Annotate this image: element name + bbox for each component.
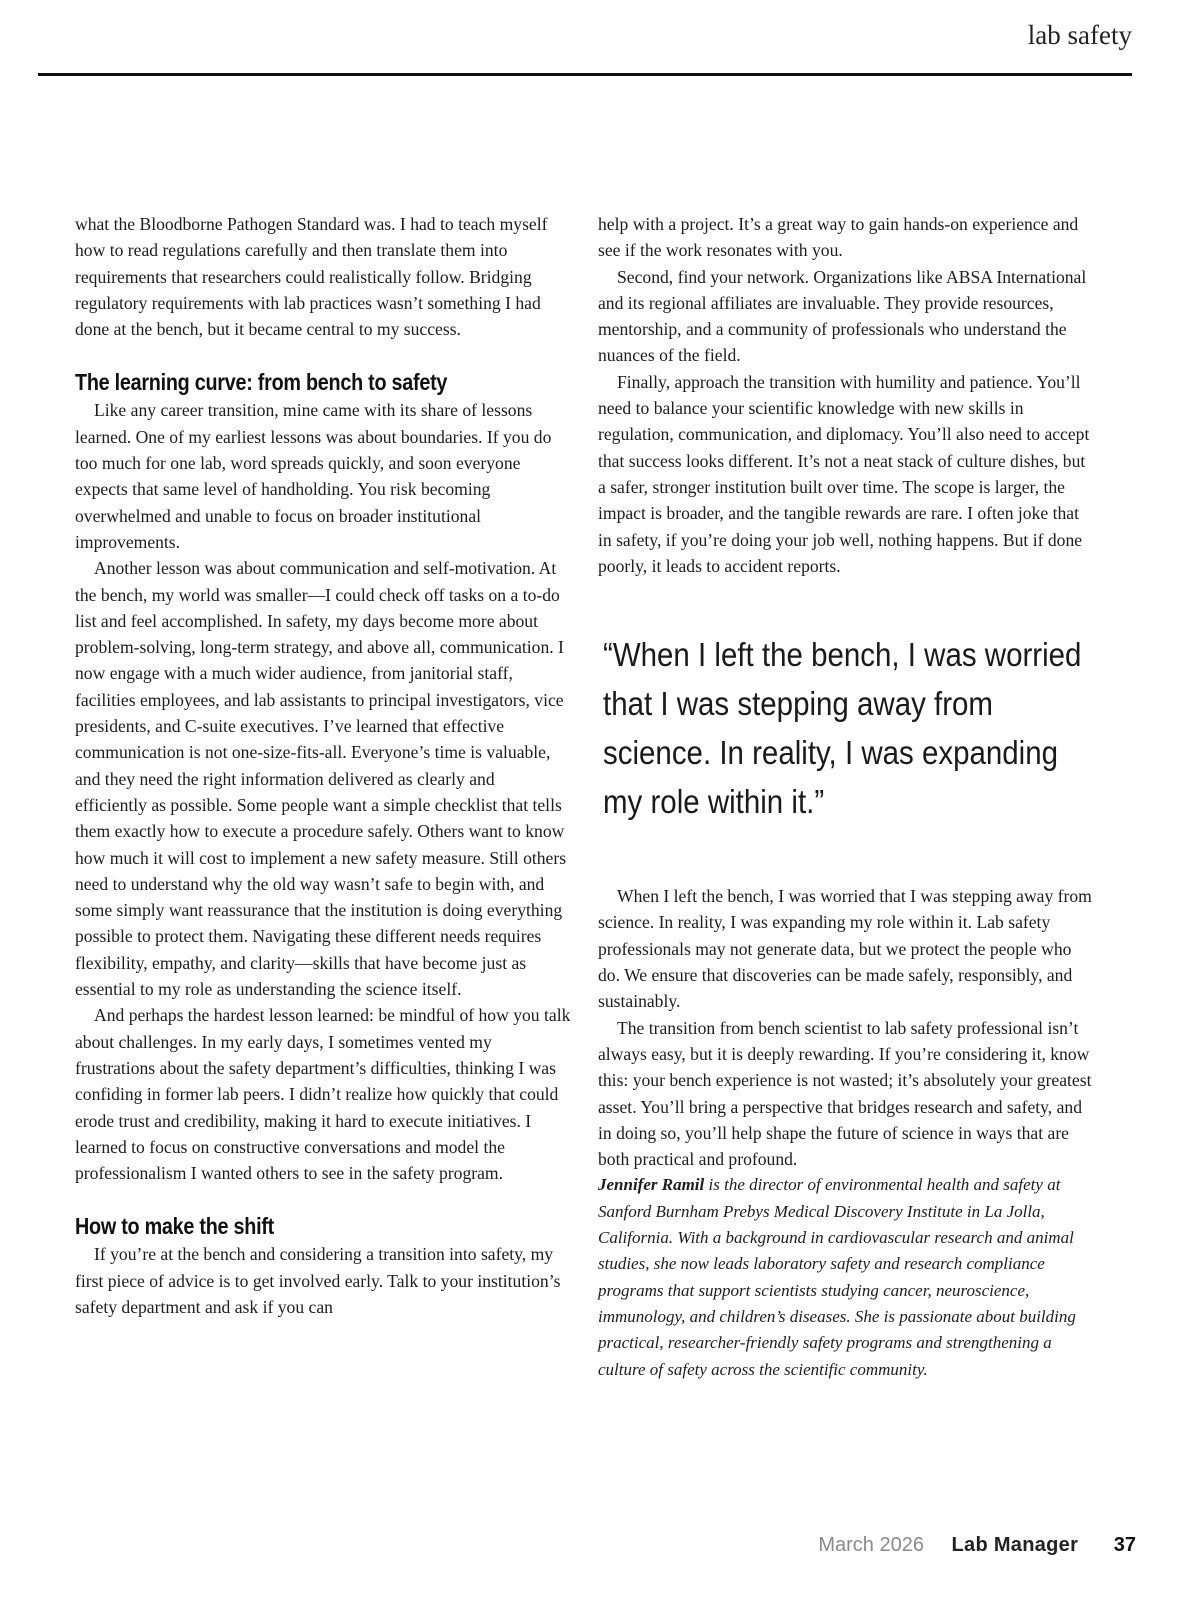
subheading-learning-curve: The learning curve: from bench to safety [75, 369, 448, 396]
body-paragraph: Another lesson was about communication and self-motivation. At the bench, my world was smaller—I could check off tasks on a to-do list and feel accomplished. In safety, my days become more about problem-solving, long-term strategy, and above all, communication. I now engage with a much wider audience, from janitorial staff, facilities employees, and lab assistants to principal investigators, vice presidents, and C-suite executives. I’ve learned that effective communication is not one-size-fits-all. Everyone’s time is valuable, and they need the right information delivered as clearly and efficiently as possible. Some people want a simple checklist that tells them exactly how to execute a procedure safely. Others want to know how much it will cost to implement a new safety measure. Still others need to understand why the old way wasn’t safe to begin with, and some simply want reassurance that the institution is doing everything possible to protect them. Navigating these different needs requires flexibility, empathy, and clarity—skills that have become just as essential to my role as understanding the science itself. [75, 558, 567, 1000]
header-rule [38, 73, 1132, 76]
body-paragraph: Second, find your network. Organizations like ABSA International and its regional affiliates are invaluable. They provide resources, mentorship, and a community of professionals who understand the nuances of the field. [598, 266, 1087, 366]
page-footer [818, 1534, 1136, 1557]
author-name: Jennifer Ramil [598, 1175, 705, 1195]
body-paragraph: If you’re at the bench and considering a transition into safety, my first piece of advice is to get involved early. Talk to your institution’s safety department and ask if you can [75, 1244, 561, 1317]
body-paragraph: help with a project. It’s a great way to gain hands-on experience and see if the work resonates with you. [598, 214, 1079, 261]
body-paragraph: When I left the bench, I was worried that I was stepping away from science. In reality, I was expanding my role within it. Lab safety professionals may not generate data, but we protect the people who do. We ensure that discoveries can be made safely, responsibly, and sustainably. [598, 886, 1092, 1012]
body-paragraph: And perhaps the hardest lesson learned: be mindful of how you talk about challenges. In my early days, I sometimes vented my frustrations about the safety department’s difficulties, thinking I was confiding in former lab peers. I didn’t realize how quickly that could erode trust and credibility, making it hard to execute initiatives. I learned to focus on constructive conversations and model the professionalism I wanted others to see in the safety program. [75, 1005, 571, 1184]
body-paragraph: Finally, approach the transition with humility and patience. You’ll need to balance your scientific knowledge with new skills in regulation, communication, and diplomacy. You’ll also need to accept that success looks different. It’s not a neat stack of culture dishes, but a safer, stronger institution built over time. The scope is larger, the impact is broader, and the tangible rewards are rare. I often joke that in safety, if you’re doing your job well, nothing happens. But if done poorly, it leads to accident reports. [598, 371, 1090, 576]
author-bio-text: is the director of environmental health and safety at Sanford Burnham Prebys Medical Discovery Institute in La Jolla, California. With a background in cardiovascular research and animal studies, she now leads laboratory safety and research compliance programs that support scientists studying cancer, neuroscience, immunology, and children’s diseases. She is passionate about building practical, researcher-friendly safety programs and strengthening a culture of safety across the scientific community. [598, 1175, 1076, 1379]
page-number: 37 [1113, 1534, 1136, 1556]
body-paragraph: The transition from bench scientist to lab safety professional isn’t always easy, but it is deeply rewarding. If you’re considering it, know this: your bench experience is not wasted; it’s absolutely your greatest asset. You’ll bring a perspective that bridges research and safety, and in doing so, you’ll help shape the future of science in ways that are both practical and profound. [598, 1017, 1092, 1170]
issue-date: March 2026 [818, 1534, 924, 1556]
right-column [598, 211, 1096, 1383]
section-label: lab safety [1027, 20, 1132, 50]
left-column [75, 211, 571, 1320]
author-bio [598, 1172, 1096, 1382]
body-paragraph: Like any career transition, mine came with its share of lessons learned. One of my earliest lessons was about boundaries. If you do too much for one lab, word spreads quickly, and soon everyone expects that same level of handholding. You risk becoming overwhelmed and unable to focus on broader institutional improvements. [75, 400, 552, 552]
spacer [598, 827, 1096, 883]
subheading-make-the-shift: How to make the shift [75, 1213, 275, 1240]
magazine-name: Lab Manager [951, 1534, 1079, 1556]
body-paragraph: what the Bloodborne Pathogen Standard was. I had to teach myself how to read regulations carefully and then translate them into requirements that researchers could realistically follow. Bridging regulatory requirements with lab practices wasn’t something I had done at the bench, but it became central to my success. [75, 214, 548, 340]
pull-quote: “When I left the bench, I was worried that I was stepping away from science. In reality, I was expanding my role within it.” [603, 637, 1082, 822]
